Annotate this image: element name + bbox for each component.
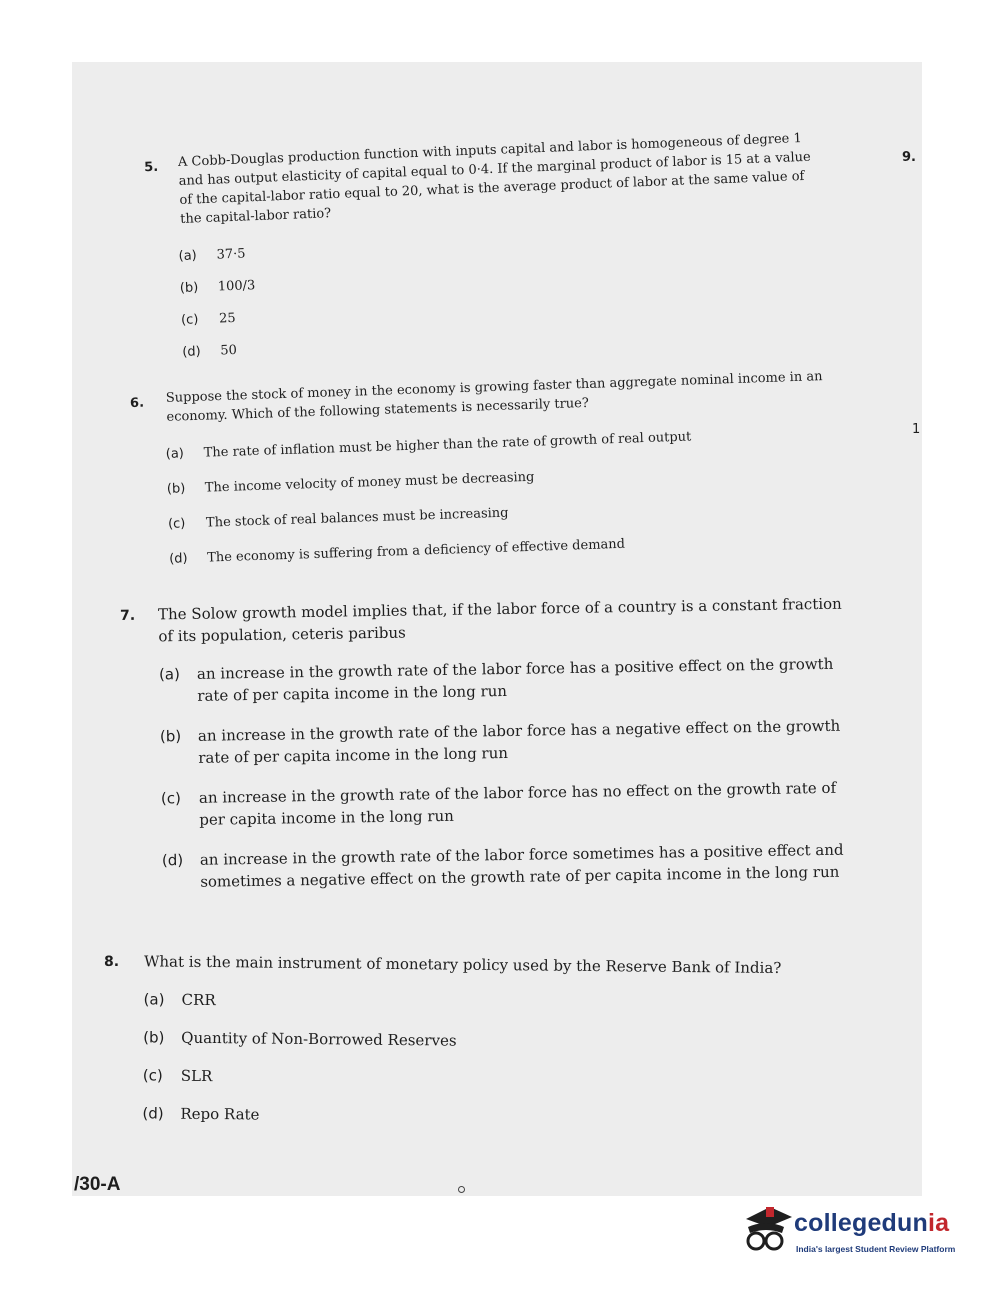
paper-code: /30-A	[74, 1174, 121, 1195]
option-text: Quantity of Non-Borrowed Reserves	[181, 1028, 457, 1050]
option-b[interactable]	[180, 278, 256, 296]
option-text: The economy is suffering from a deficiency of effective demand	[206, 536, 626, 566]
option-a[interactable]	[143, 988, 215, 1011]
mascot-icon	[740, 1205, 794, 1265]
collegedunia-logo[interactable]	[740, 1205, 970, 1265]
option-a[interactable]	[178, 246, 245, 264]
option-a[interactable]	[166, 429, 692, 461]
option-label: (a)	[178, 248, 198, 265]
question-8	[72, 942, 922, 1151]
question-number: 5.	[143, 159, 159, 176]
option-d[interactable]	[182, 343, 237, 360]
logo-wordmark	[794, 1209, 949, 1238]
option-d[interactable]	[169, 537, 625, 567]
option-c[interactable]	[181, 311, 236, 328]
logo-wordmark-main: collegedun	[794, 1209, 928, 1237]
option-label: (d)	[161, 851, 184, 870]
question-number: 8.	[103, 953, 120, 971]
option-text: 50	[220, 342, 238, 359]
option-label: (d)	[168, 551, 188, 567]
option-label: (a)	[143, 990, 165, 1009]
question-number: 7.	[119, 607, 136, 625]
logo-tagline: India's largest Student Review Platform	[796, 1244, 956, 1254]
option-label: (c)	[160, 789, 182, 808]
option-text: an increase in the growth rate of the labor force has no effect on the growth rate of per capita income in the long run	[198, 778, 837, 829]
option-text: an increase in the growth rate of the labor force has a negative effect on the growth rate of per capita income in the long run	[197, 716, 841, 767]
option-text: 25	[218, 310, 236, 327]
option-b[interactable]	[160, 715, 851, 770]
question-7	[72, 579, 922, 922]
question-text: The Solow growth model implies that, if the labor force of a country is a constant fraction of its population, ceteris paribus	[157, 594, 842, 646]
option-label: (b)	[166, 481, 186, 497]
option-b[interactable]	[143, 1026, 457, 1051]
option-label: (b)	[179, 280, 199, 297]
option-text: an increase in the growth rate of the labor force has a positive effect on the growth rate of per capita income in the long run	[196, 654, 834, 705]
option-text: The rate of inflation must be higher than the rate of growth of real output	[203, 429, 692, 461]
page-number-mark	[458, 1186, 465, 1193]
option-c[interactable]	[168, 506, 509, 532]
option-text: CRR	[181, 990, 216, 1010]
option-text: The stock of real balances must be increasing	[205, 505, 509, 531]
question-text: What is the main instrument of monetary policy used by the Reserve Bank of India?	[143, 952, 782, 978]
option-label: (a)	[165, 446, 185, 462]
option-d[interactable]	[162, 839, 853, 894]
option-label: (d)	[142, 1104, 164, 1123]
logo-wordmark-accent: ia	[927, 1209, 950, 1237]
question-number: 6.	[129, 395, 145, 412]
option-label: (b)	[143, 1028, 165, 1047]
question-text: A Cobb-Douglas production function with inputs capital and labor is homogeneous of degree 1 and has output elasticity of capital equal to 0·4. If the marginal product of labor is 15 at a value of the capital-labor ratio equal to 20, what is the average product of labor at the same value of the capital-labor ratio?	[177, 131, 811, 227]
option-text: 100/3	[217, 278, 256, 295]
side-question-number: 9.	[902, 150, 916, 165]
option-c[interactable]	[143, 1064, 213, 1087]
option-label: (c)	[167, 516, 186, 532]
question-5	[72, 62, 922, 365]
exam-page	[72, 62, 922, 1196]
option-label: (a)	[158, 665, 181, 684]
option-b[interactable]	[167, 470, 535, 497]
option-label: (d)	[182, 344, 202, 360]
option-c[interactable]	[161, 777, 852, 832]
option-label: (b)	[159, 727, 182, 746]
option-text: SLR	[180, 1066, 213, 1086]
question-6	[72, 336, 922, 584]
option-text: The income velocity of money must be decreasing	[204, 469, 535, 496]
option-a[interactable]	[159, 653, 850, 708]
option-text: Repo Rate	[180, 1104, 260, 1124]
option-text: an increase in the growth rate of the labor force sometimes has a positive effect and sometimes a negative effect on the growth rate of per capita income in the long run	[199, 840, 844, 891]
side-mark: 1	[912, 422, 921, 437]
option-d[interactable]	[142, 1102, 259, 1125]
question-text: Suppose the stock of money in the economy is growing faster than aggregate nominal income in an economy. Which of the following statements is necessarily true?	[165, 369, 823, 425]
option-text: 37·5	[216, 246, 246, 263]
option-label: (c)	[180, 312, 199, 328]
option-label: (c)	[142, 1066, 163, 1085]
